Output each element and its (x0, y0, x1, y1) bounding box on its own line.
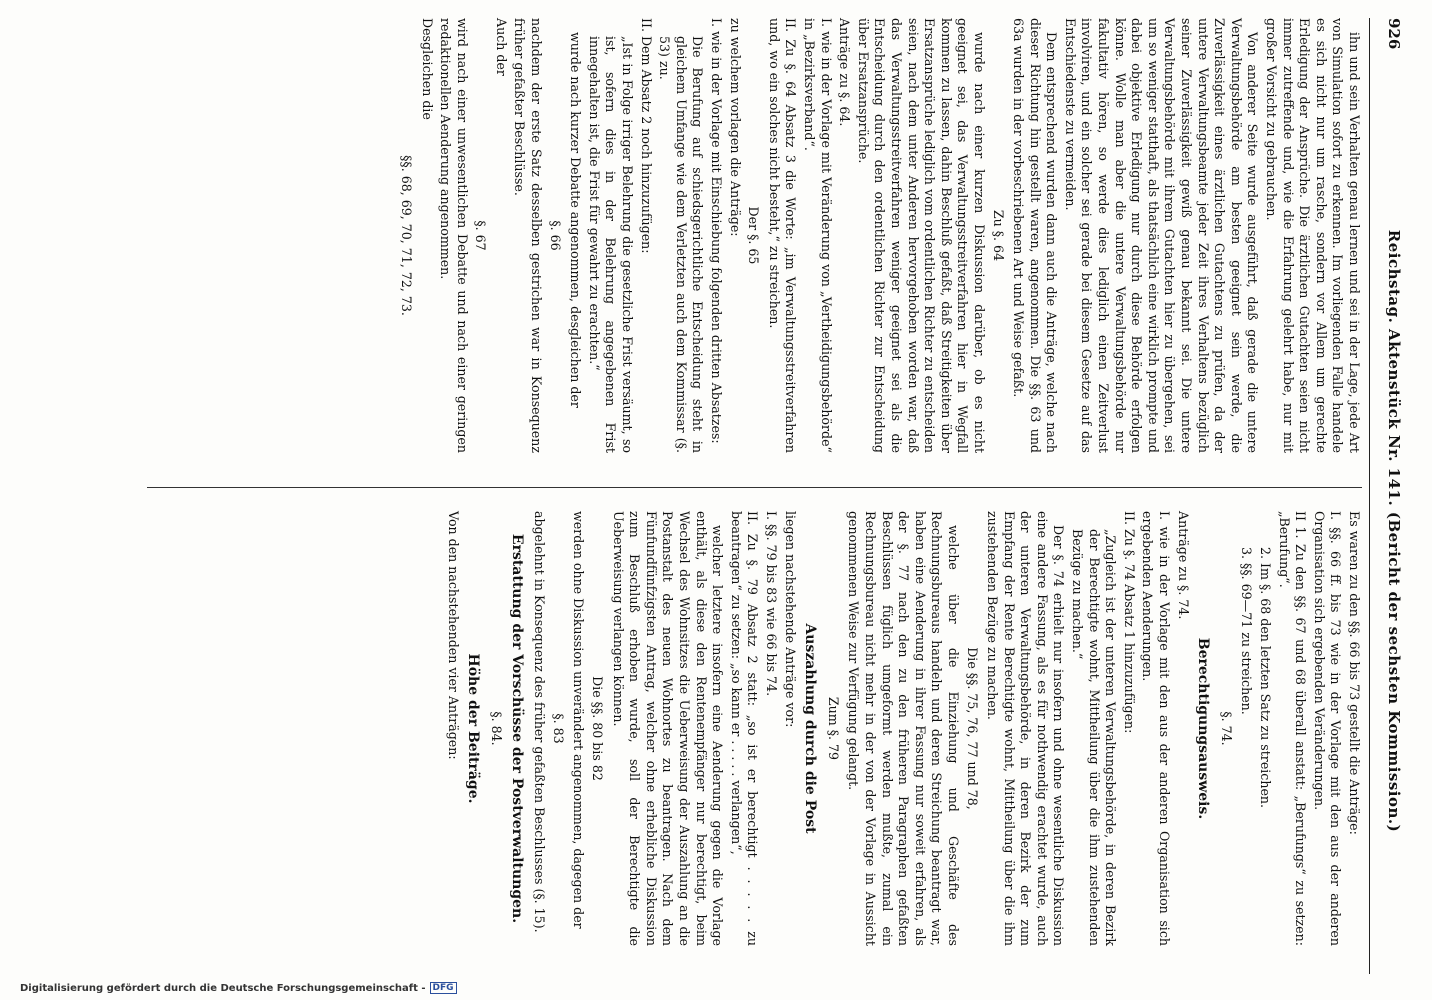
paragraph: Von anderer Seite wurde ausgeführt, daß gerade die untere Verwaltungsbehörde am besten geeignet sein werde, die Zuverlässigkeit eines ärztlichen Gutachtens zu prüfen, da der untere Verwaltungsbeamte jeder Zeit ihres Verhaltens bezüglich seiner Zuverlässigkeit gewiß genau bekannt sei. Die untere Verwaltungsbehörde mit ihrem Gutachten hier zu übergehen, sei um so weniger statthaft, als thatsächlich eine wirklich prompte und dabei objektive Erledigung nur durch diese Behörde erfolgen könne. Wolle man aber die untere Verwaltungsbehörde nur fakultativ hören, so werde dies lediglich einen Zeitverlust involviren, und ein solcher sei gerade bei diesem Gesetze auf das Entschiedenste zu vermeiden. (1062, 18, 1261, 453)
left-column (395, 18, 1362, 453)
paragraph: liegen nachstehende Anträge vor: (782, 511, 798, 728)
section-heading: §§. 68, 69, 70, 71, 72, 73. (398, 155, 414, 316)
paragraph: II. Dem Absatz 2 noch hinzuzufügen: (638, 18, 654, 254)
section-heading: Der §. 65 (746, 206, 762, 265)
paragraph: Dem entsprechend wurden dann auch die Anträge, welche nach dieser Richtung hin gestellt waren, angenommen. Die §§. 63 und 63a wurden in der vorbeschriebenen Art und Weise gefaßt. (1011, 18, 1060, 453)
paragraph: welcher letztere insofern eine Aenderung gegen die Vorlage enthält, als diese den Rentenempfänger nur berechtigt, beim Wechsel des Wohnsitzes die Ueberweisung der Auszahlung an die Postanstalt des neuen Wohnortes zu beantragen. Nach dem Fünfundfünfzigsten Antrag, welcher ohne erhebliche Diskussion zum Beschluß erhoben wurde, soll der Berechtigte die Ueberweisung verlangen können. (610, 511, 726, 946)
footer-text: Digitalisierung gefördert durch die Deutsche Forschungsgemeinschaft - (20, 982, 426, 994)
section-heading: Zu §. 64 (990, 209, 1006, 262)
paragraph: Die Berufung auf schiedsgerichtliche Entscheidung steht in gleichem Umfange wie dem Verletzten auch dem Kommissar (§. 53) zu. (657, 36, 706, 453)
paragraph: Der §. 74 erhielt nur insofern und ohne wesentliche Diskussion eine andere Fassung, als es für nothwendig erachtet wurde, auch der unteren Verwaltungsbehörde, in deren Bezirk der zum Empfang der Rente Berechtigte wohnt, Mittheilung über die ihm zustehenden Bezüge zu machen. (985, 511, 1067, 946)
section-heading: Auszahlung durch die Post (802, 623, 819, 834)
page-title: Reichstag. Aktenstück Nr. 141. (Bericht der sechsten Kommission.) (1385, 229, 1403, 833)
paragraph: II. Zu §. 74 Absatz 1 hinzuzufügen: (1121, 511, 1137, 734)
paragraph: Es waren zu den §§. 66 bis 73 gestellt die Anträge: (1347, 511, 1362, 835)
paragraph: wurde nach einer kurzen Diskussion darüber, ob es nicht geeignet sei, das Verwaltungsstreitverfahren hier in Wegfall kommen zu lassen, dahin Beschluß gefaßt, daß Streitigkeiten über Ersatzansprüche lediglich vom ordentlichen Richter zu entscheiden seien, nach dem unter Anderen hervorgehoben worden war, daß das Verwaltungsstreitverfahren weniger geeignet sei als die Entscheidung durch den ordentlichen Richter zur Entscheidung über Ersatzansprüche. (855, 18, 987, 453)
paragraph: nachdem der erste Satz desselben gestrichen war in Konsequenz früher gefaßter Beschlüsse. (512, 18, 545, 453)
right-column (442, 511, 1362, 946)
section-heading: Erstattung der Vorschüsse der Postverwaltungen. (508, 533, 525, 924)
paragraph: wurde nach kurzer Debatte angenommen, desgleichen der (568, 32, 584, 408)
paragraph: „Zugleich ist der unteren Verwaltungsbehörde, in deren Bezirk der Berechtigte wohnt, Mittheilung über die ihm zustehenden Bezüge zu machen.“ (1070, 529, 1119, 946)
paragraph: abgelehnt in Konsequenz des früher gefaßten Beschlusses (§. 15). (532, 511, 548, 933)
paragraph: 3. §§. 69—71 zu streichen. (1239, 547, 1255, 715)
paragraph: I. wie in der Vorlage mit Einschiebung folgenden dritten Absatzes: (709, 18, 725, 444)
section-heading: Berechtigungsausweis. (1195, 637, 1212, 820)
paragraph: II. Zu §. 64 Absatz 3 die Worte: „im Verwaltungsstreitverfahren und, wo ein solches nicht besteht,“ zu streichen. (766, 18, 799, 453)
digitization-footer (20, 982, 457, 994)
paragraph: wird nach einer unwesentlichen Debatte und nach einer geringen redaktionellen Aenderung angenommen. (438, 18, 470, 453)
paragraph: II 1. Zu den §§. 67 und 68 überall anstatt: „Berufungs“ zu setzen: „Berufung“. (1276, 511, 1309, 946)
section-heading: §. 84. (489, 711, 505, 746)
section-heading: Höhe der Beiträge. (465, 653, 482, 804)
paragraph: Von den nachstehenden vier Anträgen: (445, 511, 461, 760)
header-rule (1369, 18, 1370, 974)
column-divider (147, 487, 1362, 488)
paragraph: II. Zu §. 79 Absatz 2 statt: „so ist er berechtigt . . . . . zu beantragen“ zu setzen: „so kann er . . . . . verlangen“, (728, 511, 761, 946)
section-heading: §. 74. (1218, 711, 1234, 746)
dfg-logo: DFG (430, 982, 457, 994)
section-heading: §. 67 (473, 220, 489, 251)
paragraph: welche über die Einziehung und Geschäfte des Rechnungsbureaus handeln und deren Streichung beantragt war, haben eine Aenderung in ihrer Fassung nur soweit erfahren, als der §. 77 nach den zu den früheren Paragraphen gefaßten Beschlüssen füglich umgeformt werden mußte, zumal ein Rechnungsbureau nicht mehr in der von der Vorlage in Aussicht genommenen Weise zur Verfügung gelangt. (846, 511, 961, 946)
paragraph: ihn und sein Verhalten genau lernen und sei in der Lage, jede Art von Simulation sofort zu erkennen. Im vorliegenden Falle handele es sich nicht nur um rasche, sondern vor Allem um gerechte Erledigung der Ansprüche. Die ärztlichen Gutachten seien nicht immer zutreffende und, wie die Erfahrung gelehrt habe, nur mit großer Vorsicht zu gebrauchen. (1264, 18, 1362, 453)
paragraph: I. §§. 79 bis 83 wie 66 bis 74. (764, 511, 779, 697)
section-heading: Zum §. 79 (825, 696, 841, 761)
paragraph: „Ist in Folge irriger Belehrung die gesetzliche Frist versäumt, so ist, sofern dies in der Belehrung angegebenen Frist innegehalten ist, die Frist für gewahrt zu erachten.“ (586, 36, 636, 453)
paragraph: Anträge zu §. 74. (1175, 511, 1191, 620)
paragraph: werden ohne Diskussion unverändert angenommen, dagegen der (571, 511, 587, 929)
paragraph: I. wie in der Vorlage mit Veränderung von „Vertheidigungsbehörde“ in „Bezirksverband“. (802, 18, 834, 453)
paragraph: Desgleichen die (419, 18, 435, 120)
section-heading: Die §§. 80 bis 82 (590, 676, 606, 781)
section-heading: §. 83 (550, 713, 566, 744)
page-header (1374, 18, 1414, 974)
section-heading: Die §§. 75, 76, 77 und 78, (964, 647, 980, 810)
page-number: 926 (1385, 18, 1403, 50)
paragraph: Anträge zu §. 64. (837, 18, 853, 127)
paragraph: 2. Im §. 68 den letzten Satz zu streichen. (1258, 547, 1274, 809)
paragraph: I. wie in der Vorlage mit den aus der anderen Organisation sich ergebenden Aenderungen. (1140, 511, 1173, 946)
paragraph: zu welchem vorlagen die Anträge: (727, 18, 743, 237)
section-heading: §. 66 (547, 220, 563, 251)
paragraph: Auch der (493, 18, 509, 76)
paragraph: I. §§. 66 ff. bis 73 wie in der Vorlage mit den aus der anderen Organisation sich ergebenden Veränderungen. (1311, 511, 1344, 946)
